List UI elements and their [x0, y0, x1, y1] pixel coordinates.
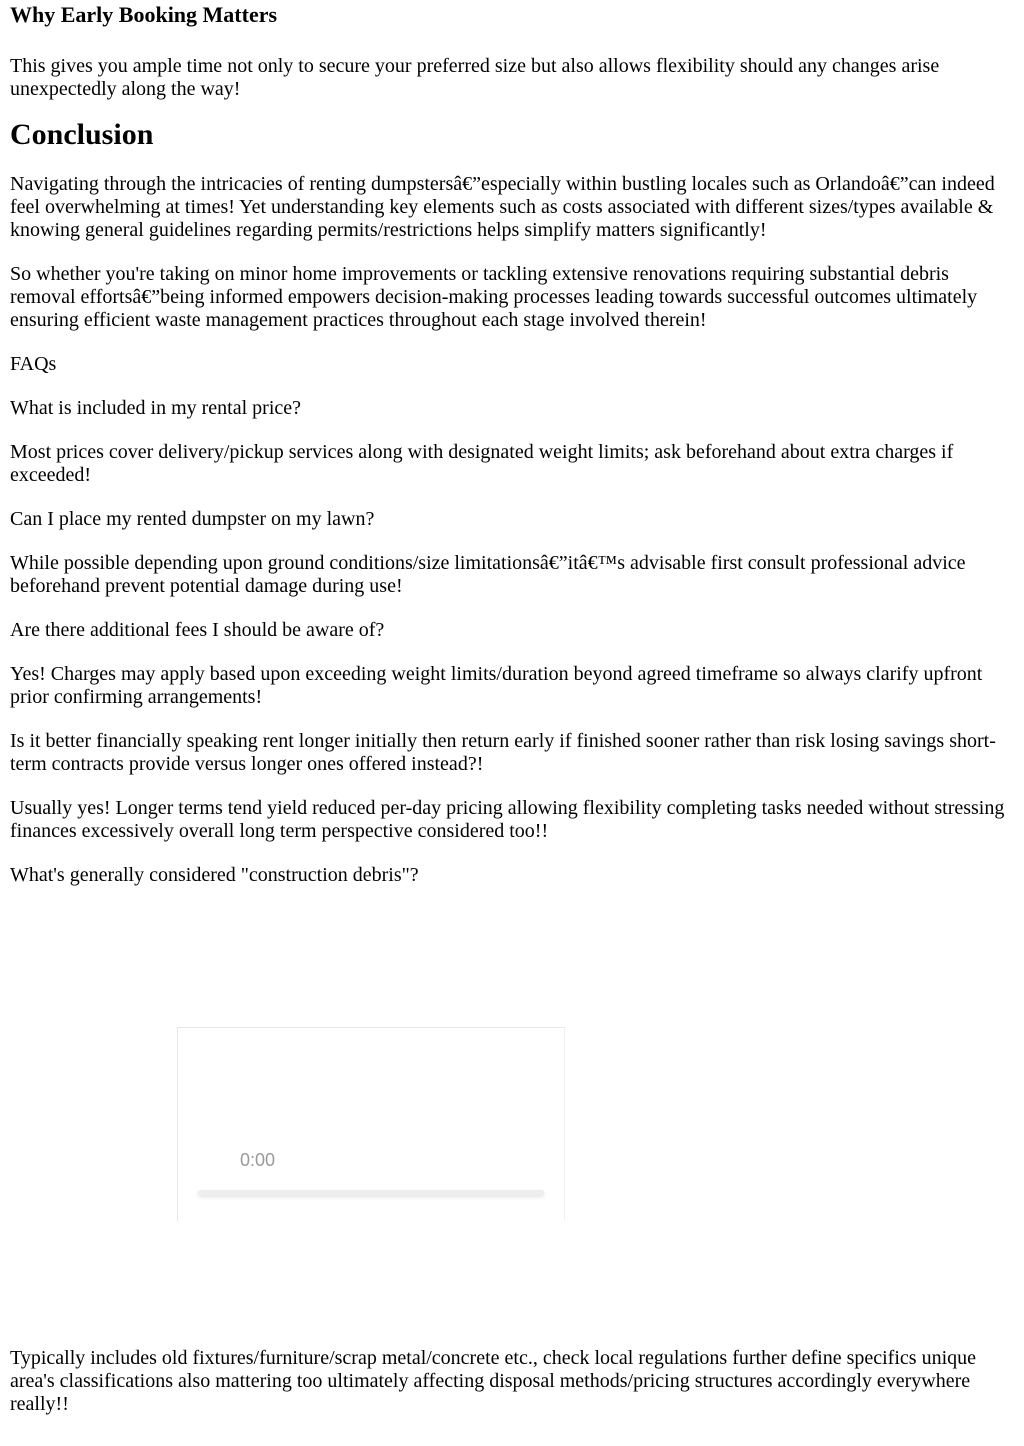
conclusion-paragraph-1: Navigating through the intricacies of renting dumpstersâ€”especially within bustling locales such as Orlandoâ€”can indeed feel overwhelming at times! Yet understanding key elements such as costs associated with different sizes/types available & knowing general guidelines regarding permits/restrictions helps simplify matters significantly!: [10, 173, 995, 241]
faqs-label: FAQs: [10, 353, 57, 375]
faq-question: Are there additional fees I should be aware of?: [10, 619, 385, 641]
faq-answer: Usually yes! Longer terms tend yield reduced per-day pricing allowing flexibility completing tasks needed without stressing finances excessively overall long term perspective considered too!!: [10, 797, 1005, 842]
faq-question: Can I place my rented dumpster on my lawn?: [10, 508, 375, 530]
faq-answer: While possible depending upon ground conditions/size limitationsâ€”itâ€™s advisable first consult professional advice beforehand prevent potential damage during use!: [10, 552, 966, 597]
faq-question: What's generally considered "construction debris"?: [10, 864, 419, 886]
faq-answer: Typically includes old fixtures/furniture/scrap metal/concrete etc., check local regulations further define specifics unique area's classifications also mattering too ultimately affecting disposal methods/pricing structures accordingly everywhere really!!: [10, 1347, 976, 1415]
faq-question: What is included in my rental price?: [10, 397, 302, 419]
faq-answer: Yes! Charges may apply based upon exceeding weight limits/duration beyond agreed timeframe so always clarify upfront prior confirming arrangements!: [10, 663, 983, 708]
video-time-display: 0:00: [240, 1150, 276, 1170]
conclusion-heading: Conclusion: [10, 118, 154, 151]
video-progress-bar[interactable]: [198, 1190, 544, 1195]
video-player[interactable]: [177, 1027, 565, 1221]
section-paragraph: This gives you ample time not only to secure your preferred size but also allows flexibility should any changes arise unexpectedly along the way!: [10, 55, 940, 100]
section-heading: Why Early Booking Matters: [10, 2, 278, 27]
article-content: [10, 0, 1014, 887]
faq-question: Is it better financially speaking rent longer initially then return early if finished sooner rather than risk losing savings short-term contracts provide versus longer ones offered instead?!: [10, 730, 996, 775]
faq-answer: Most prices cover delivery/pickup services along with designated weight limits; ask beforehand about extra charges if exceeded!: [10, 441, 954, 486]
faq-final-answer-container: [10, 1347, 1014, 1416]
conclusion-paragraph-2: So whether you're taking on minor home improvements or tackling extensive renovations requiring substantial debris removal effortsâ€”being informed empowers decision-making processes leading towards successful outcomes ultimately ensuring efficient waste management practices throughout each stage involved therein!: [10, 263, 978, 331]
